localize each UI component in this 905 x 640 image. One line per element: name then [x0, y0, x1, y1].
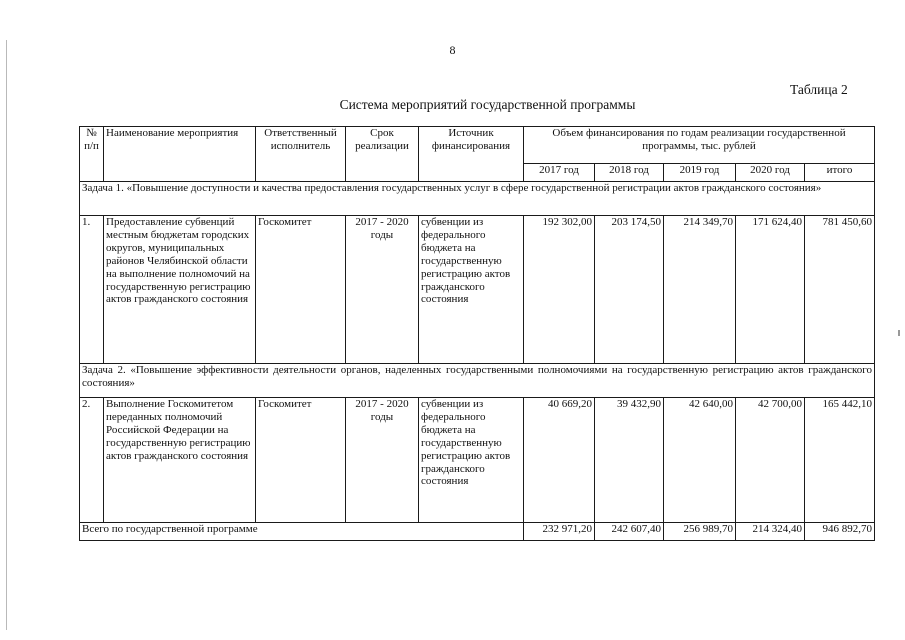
- header-row: [80, 127, 875, 164]
- scan-mark: [898, 330, 900, 336]
- row1-executor: Госкомитет: [256, 216, 346, 364]
- task-row: [80, 182, 875, 216]
- page-edge-line: [6, 40, 7, 630]
- row1-period: 2017 - 2020 годы: [346, 216, 419, 364]
- row1-value-2017: 192 302,00: [524, 216, 595, 364]
- table-row: [80, 398, 875, 523]
- table-row: [80, 216, 875, 364]
- total-value-2020: 214 324,40: [736, 523, 805, 541]
- page-number: 8: [449, 43, 456, 57]
- row1-source: субвенции из федерального бюджета на государственную регистрацию актов гражданского состояния: [419, 216, 524, 364]
- header-year-2018: 2018 год: [595, 164, 664, 182]
- header-name: Наименование мероприятия: [104, 127, 256, 182]
- row1-num: 1.: [80, 216, 104, 364]
- row1-name: Предоставление субвенций местным бюджетам городских округов, муниципальных районов Челябинской области на выполнение полномочий на государственную регистрацию актов гражданского состояния: [104, 216, 256, 364]
- header-total: итого: [805, 164, 875, 182]
- header-year-2017: 2017 год: [524, 164, 595, 182]
- program-activities-table: [79, 126, 875, 541]
- total-value-2019: 256 989,70: [664, 523, 736, 541]
- row1-value-2019: 214 349,70: [664, 216, 736, 364]
- row2-value-2017: 40 669,20: [524, 398, 595, 523]
- task-1: Задача 1. «Повышение доступности и качества предоставления государственных услуг в сфере государственной регистрации актов гражданского состояния»: [80, 182, 875, 216]
- row2-source: субвенции из федерального бюджета на государственную регистрацию актов гражданского состояния: [419, 398, 524, 523]
- header-source: Источник финансирования: [419, 127, 524, 182]
- row1-value-2018: 203 174,50: [595, 216, 664, 364]
- table-label: Таблица 2: [790, 82, 848, 97]
- document-title: Система мероприятий государственной программы: [339, 97, 636, 112]
- row2-value-2020: 42 700,00: [736, 398, 805, 523]
- task-2: Задача 2. «Повышение эффективности деятельности органов, наделенных государственными полномочиями на государственную регистрацию актов гражданского состояния»: [80, 364, 875, 398]
- header-year-2019: 2019 год: [664, 164, 736, 182]
- row1-value-2020: 171 624,40: [736, 216, 805, 364]
- row2-num: 2.: [80, 398, 104, 523]
- total-value-sum: 946 892,70: [805, 523, 875, 541]
- header-funding: Объем финансирования по годам реализации государственной программы, тыс. рублей: [524, 127, 875, 164]
- header-year-2020: 2020 год: [736, 164, 805, 182]
- header-executor: Ответственный исполнитель: [256, 127, 346, 182]
- total-row: [80, 523, 875, 541]
- row2-value-total: 165 442,10: [805, 398, 875, 523]
- header-num: № п/п: [80, 127, 104, 182]
- row2-value-2019: 42 640,00: [664, 398, 736, 523]
- total-value-2017: 232 971,20: [524, 523, 595, 541]
- row2-value-2018: 39 432,90: [595, 398, 664, 523]
- total-value-2018: 242 607,40: [595, 523, 664, 541]
- task-row: [80, 364, 875, 398]
- row2-name: Выполнение Госкомитетом переданных полномочий Российской Федерации на государственную регистрацию актов гражданского состояния: [104, 398, 256, 523]
- row1-value-total: 781 450,60: [805, 216, 875, 364]
- total-label: Всего по государственной программе: [80, 523, 524, 541]
- row2-executor: Госкомитет: [256, 398, 346, 523]
- header-period: Срок реализации: [346, 127, 419, 182]
- row2-period: 2017 - 2020 годы: [346, 398, 419, 523]
